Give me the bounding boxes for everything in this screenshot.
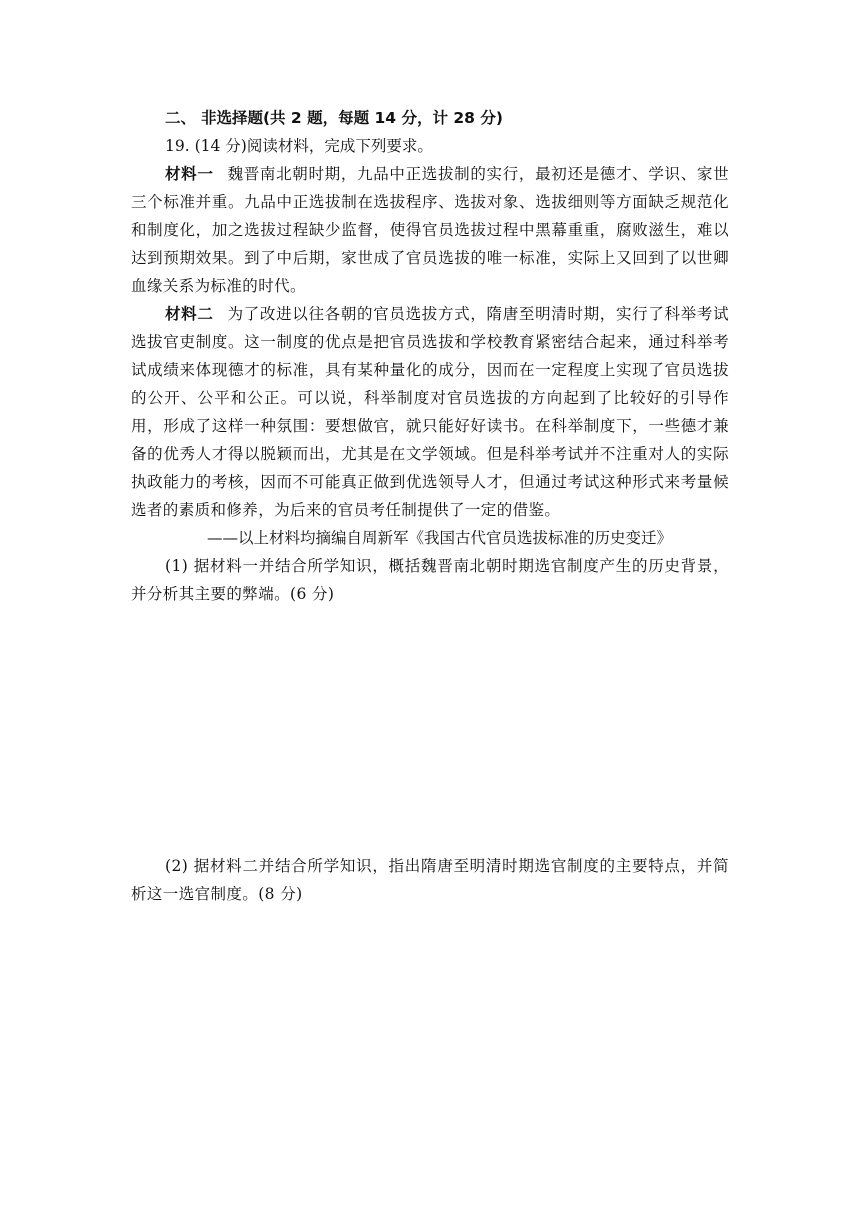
material-two-label: 材料二	[165, 305, 214, 323]
material-one-text: 魏晋南北朝时期，九品中正选拔制的实行，最初还是德才、学识、家世三个标准并重。九品中正选拔制在选拔程序、选拔对象、选拔细则等方面缺乏规范化和制度化，加之选拔过程缺少监督，使得官员选拔过程中黑幕重重，腐败滋生，难以达到预期效果。到了中后期，家世成了官员选拔的唯一标准，实际上又回到了以世卿血缘关系为标准的时代。	[131, 165, 730, 295]
section-number: 二、	[165, 109, 197, 127]
material-two	[131, 300, 729, 524]
question-stem: 19. (14 分)阅读材料，完成下列要求。	[165, 137, 433, 155]
section-title: 非选择题(共 2 题，每题 14 分，计 28 分)	[200, 109, 503, 127]
subquestion-2: (2) 据材料二并结合所学知识，指出隋唐至明清时期选官制度的主要特点，并简析这一选官制度。(8 分)	[131, 857, 729, 903]
answer-space-2[interactable]	[131, 908, 729, 1208]
material-source: ——以上材料均摘编自周新军《我国古代官员选拔标准的历史变迁》	[207, 529, 673, 547]
subquestion-1: (1) 据材料一并结合所学知识，概括魏晋南北朝时期选官制度产生的历史背景，并分析其主要的弊端。(6 分)	[131, 557, 729, 603]
section-heading	[131, 104, 729, 132]
material-two-text: 为了改进以往各朝的官员选拔方式，隋唐至明清时期，实行了科举考试选拔官吏制度。这一制度的优点是把官员选拔和学校教育紧密结合起来，通过科举考试成绩来体现德才的标准，具有某种量化的成分，因而在一定程度上实现了官员选拔的公开、公平和公正。可以说，科举制度对官员选拔的方向起到了比较好的引导作用，形成了这样一种氛围：要想做官，就只能好好读书。在科举制度下，一些德才兼备的优秀人才得以脱颖而出，尤其是在文学领域。但是科举考试并不注重对人的实际执政能力的考核，因而不可能真正做到优选领导人才，但通过考试这种形式来考量候选者的素质和修养，为后来的官员考任制提供了一定的借鉴。	[131, 305, 730, 519]
material-one	[131, 160, 729, 300]
answer-space-1[interactable]	[131, 608, 729, 852]
exam-page	[131, 104, 729, 1208]
material-one-label: 材料一	[165, 165, 214, 183]
